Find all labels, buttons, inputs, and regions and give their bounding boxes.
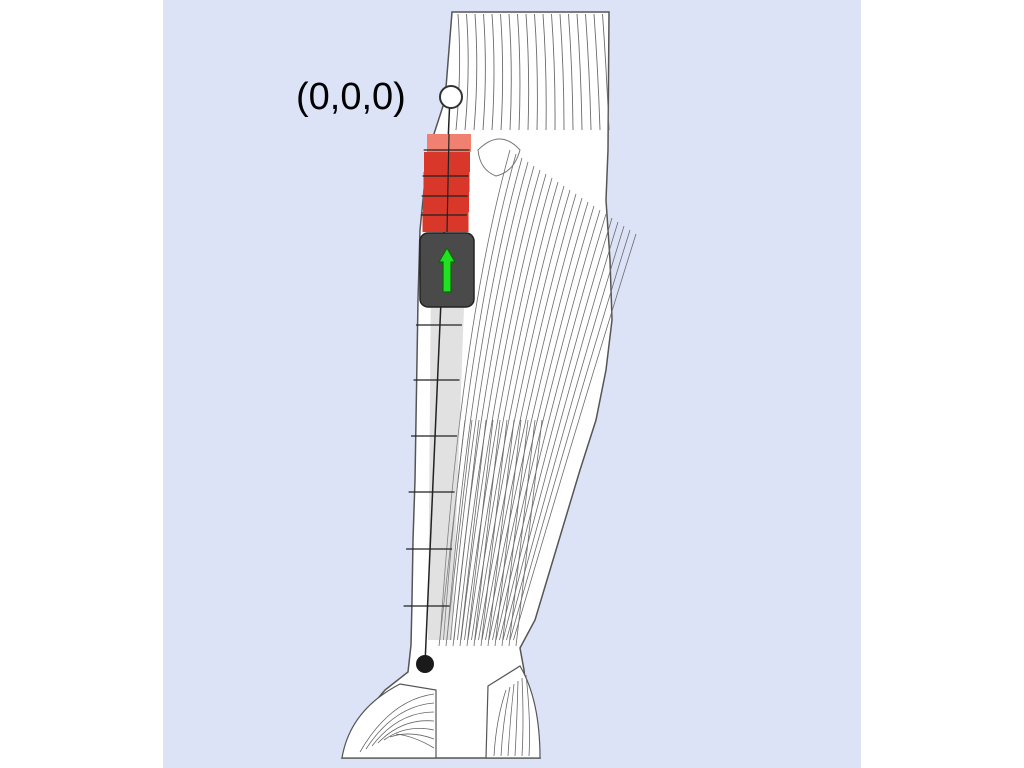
leg-outline: [342, 12, 612, 758]
tendon-segment: [424, 152, 470, 172]
tendon-highlight: [423, 134, 472, 232]
open-circle-icon[interactable]: [440, 86, 462, 108]
filled-circle-icon[interactable]: [416, 655, 434, 673]
tendon-segment: [423, 192, 469, 212]
tendon-segment: [424, 172, 470, 192]
direction-marker[interactable]: [420, 233, 474, 307]
origin-label: (0,0,0): [296, 76, 406, 118]
